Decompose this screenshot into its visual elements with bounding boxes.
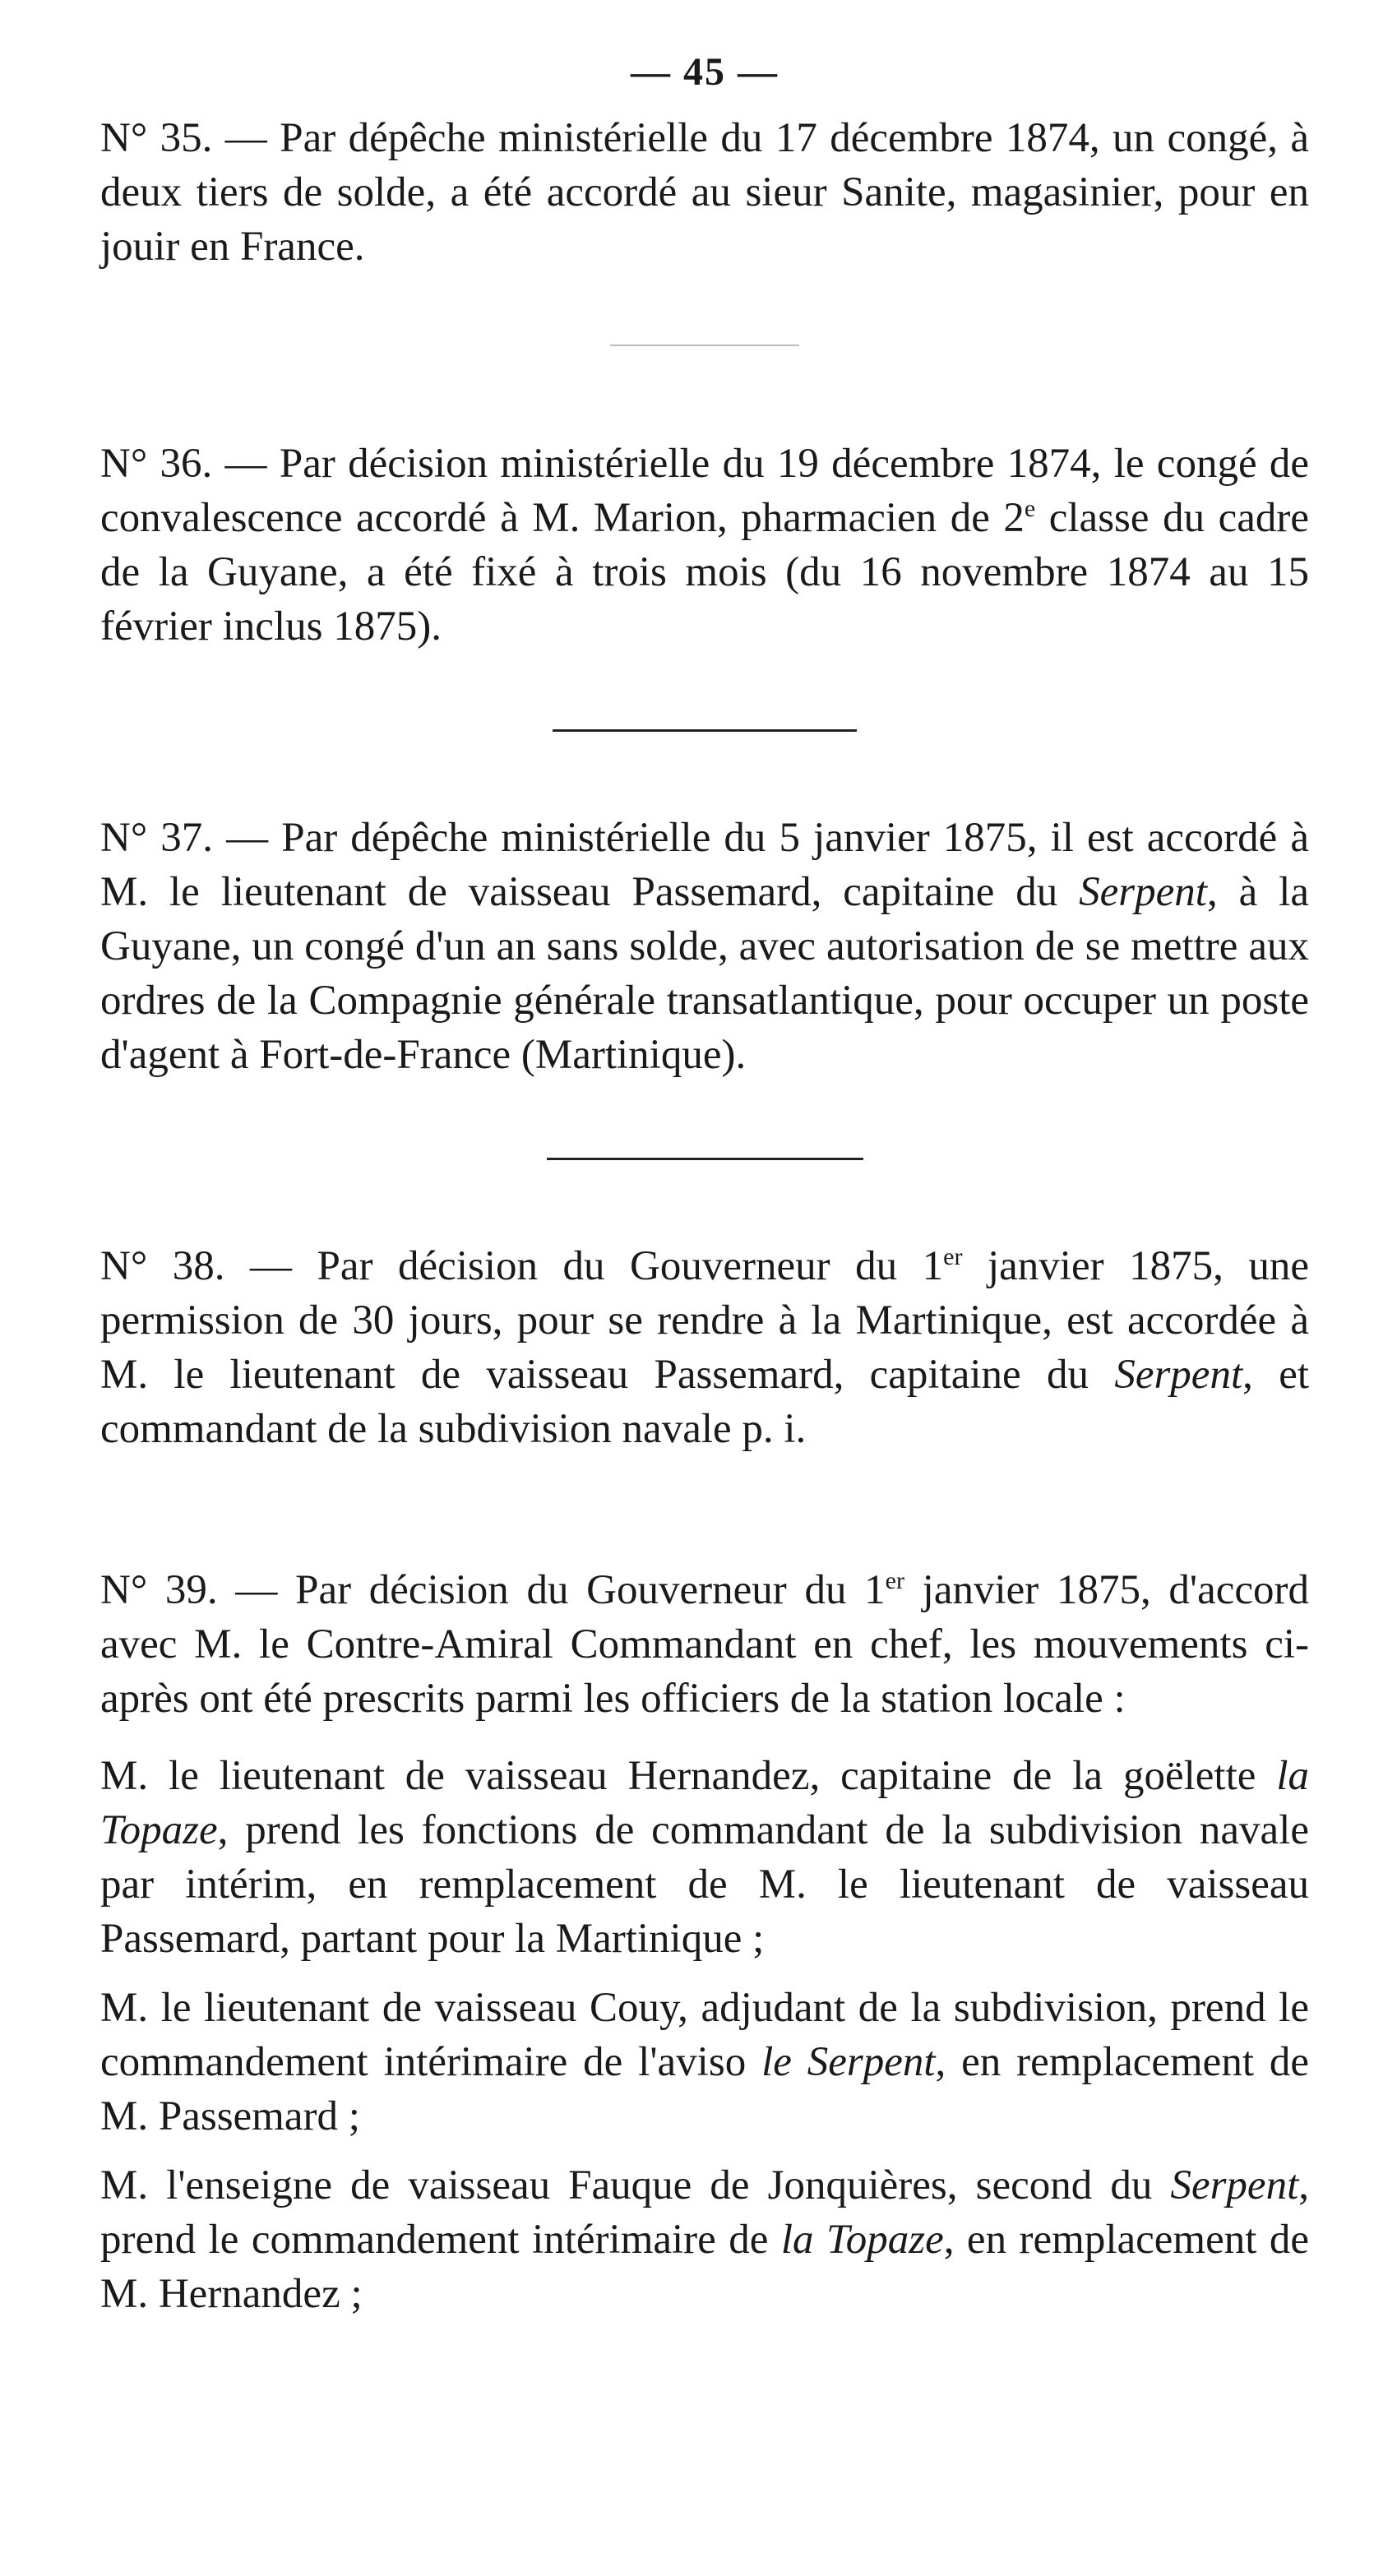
entry-number: N° 38. — xyxy=(100,1243,293,1289)
ship-name: le Serpent xyxy=(761,2039,936,2085)
document-page xyxy=(100,49,1309,2321)
entry-text: M. l'enseigne de vaisseau Fauque de Jonquières, second du xyxy=(100,2162,1171,2208)
entry-number: N° 37. — xyxy=(100,815,269,861)
entry-text: Par dépêche ministérielle du 5 janvier 1875, il est accordé à M. le lieutenant de vaisseau Passemard, capitaine du xyxy=(100,815,1309,915)
ship-name: Serpent xyxy=(1079,869,1207,915)
ordinal-suffix: er xyxy=(943,1243,963,1270)
entry-number: N° 39. — xyxy=(100,1567,278,1613)
entry-text: , prend les fonctions de commandant de la subdivision navale par intérim, en remplacement de M. le lieutenant de vaisseau Passemard, partant pour la Martinique ; xyxy=(100,1807,1309,1962)
entry-text: Par décision ministérielle du 19 décembre 1874, le congé de convalescence accordé à M. Marion, pharmacien de 2 xyxy=(100,441,1310,541)
movement-item-2 xyxy=(100,1981,1309,2144)
entry-text: janvier 1875, une permission de 30 jours, pour se rendre à la Martinique, est accordée à M. le lieutenant de vaisseau Passemard, capitaine du xyxy=(100,1243,1310,1398)
entry-text: classe du cadre de la Guyane, a été fixé à trois mois (du 16 novembre 1874 au 15 février inclus 1875). xyxy=(100,495,1309,650)
separator-rule xyxy=(553,729,857,732)
entry-text: Par décision du Gouverneur du 1 xyxy=(295,1567,886,1613)
entry-text: M. le lieutenant de vaisseau Hernandez, capitaine de la goëlette xyxy=(100,1753,1277,1799)
movement-item-1 xyxy=(100,1749,1309,1966)
entry-39 xyxy=(100,1563,1309,1726)
entry-text: Par décision du Gouverneur du 1 xyxy=(317,1243,944,1289)
ship-name: la Topaze xyxy=(780,2217,944,2263)
entry-35 xyxy=(100,111,1309,274)
spacer xyxy=(100,1456,1309,1563)
page-number: — 45 — xyxy=(631,50,779,94)
entry-number: N° 36. — xyxy=(100,441,267,487)
entry-text: janvier 1875, d'accord avec M. le Contre-Amiral Commandant en chef, les mouvements ci-après ont été prescrits parmi les officiers de la station locale : xyxy=(100,1567,1310,1722)
ship-name: Serpent xyxy=(1170,2162,1299,2208)
entry-37 xyxy=(100,811,1309,1082)
separator-rule xyxy=(610,345,799,346)
entry-text: M. le lieutenant de vaisseau Couy, adjudant de la subdivision, prend le commandement intérimaire de l'aviso xyxy=(100,1985,1309,2085)
entry-text: , prend le commandement intérimaire de xyxy=(100,2162,1309,2263)
entry-text: , et commandant de la subdivision navale p. i. xyxy=(100,1352,1309,1452)
separator-rule xyxy=(547,1158,863,1160)
entry-text: Par dépêche ministérielle du 17 décembre 1874, un congé, à deux tiers de solde, a été accordé au sieur Sanite, magasinier, pour en jouir en France. xyxy=(100,115,1310,270)
movement-item-3 xyxy=(100,2158,1309,2321)
ship-name: la Topaze xyxy=(100,1753,1309,1853)
ordinal-suffix: e xyxy=(1024,495,1036,522)
entry-text: , en remplacement de M. Passemard ; xyxy=(100,2039,1309,2139)
entry-text: , à la Guyane, un congé d'un an sans solde, avec autorisation de se mettre aux ordres de la Compagnie générale transatlantique, pour occuper un poste d'agent à Fort-de-France (Martinique). xyxy=(100,869,1309,1078)
ordinal-suffix: er xyxy=(885,1567,904,1594)
entry-text: , en remplacement de M. Hernandez ; xyxy=(100,2217,1309,2317)
ship-name: Serpent xyxy=(1114,1352,1243,1398)
entry-36 xyxy=(100,437,1309,654)
entry-number: N° 35. — xyxy=(100,115,267,161)
entry-38 xyxy=(100,1239,1309,1456)
